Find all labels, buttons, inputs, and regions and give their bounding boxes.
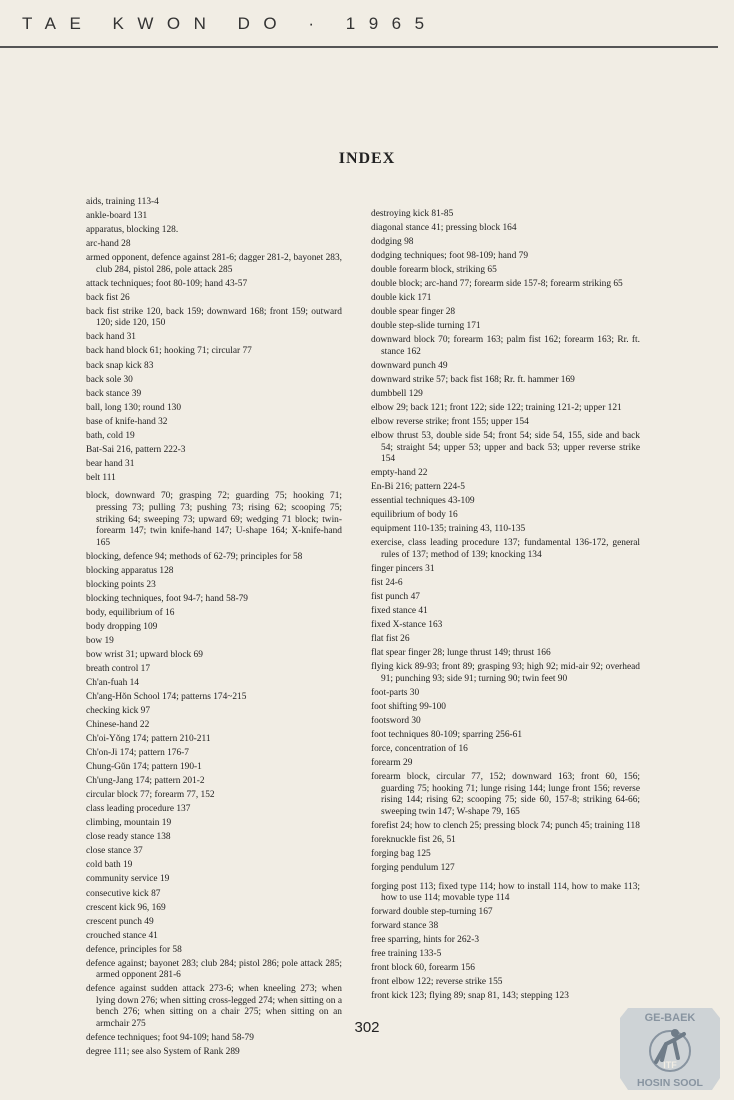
index-entry: back fist 26 [86,292,130,303]
index-entry: forging pendulum 127 [371,863,455,873]
index-entry: community service 19 [86,874,170,885]
index-entry: defence against; bayonet 283; club 284; pistol 286; pole attack 285; armed opponent 281-6 [86,958,342,981]
index-entry: defence, principles for 58 [86,944,182,955]
index-entry: essential techniques 43-109 [371,496,475,507]
index-entry: close stance 37 [86,846,143,857]
index-entry: Ch'oi-Yŏng 174; pattern 210-211 [86,734,211,745]
index-entry: ankle-board 131 [86,211,148,222]
index-entry: circular block 77; forearm 77, 152 [86,790,215,801]
index-entry: close ready stance 138 [86,832,171,843]
index-entry: blocking, defence 94; methods of 62-79; principles for 58 [86,551,303,562]
page-title: INDEX [338,150,396,167]
index-entry: foot-parts 30 [371,687,420,698]
index-entry: downward strike 57; back fist 168; Rr. ft. hammer 169 [371,374,575,385]
index-entry: back stance 39 [86,388,142,399]
index-entry: flat fist 26 [371,634,410,645]
index-entry: defence against sudden attack 273-6; when kneeling 273; when lying down 276; when sitting cross-legged 274; when sitting on a bench 276; when sitting on a chair 275; when sitting on an armchair 275 [86,984,342,1030]
index-entry: front elbow 122; reverse strike 155 [371,977,503,988]
index-entry: Bat-Sai 216, pattern 222-3 [86,444,186,455]
index-entry: downward punch 49 [371,360,448,371]
index-entry: crescent punch 49 [86,916,154,927]
index-entry: defence techniques; foot 94-109; hand 58-79 [86,1033,254,1044]
index-entry: Ch'an-fuah 14 [86,678,139,689]
index-entry: ball, long 130; round 130 [86,402,182,413]
index-entry: forearm block, circular 77, 152; downward 163; front 60, 156; guarding 75; hooking 71; lunge rising 144; lunge front 156; reverse rising 144; rising 62; scooping 75; side 60, 157-8; striking 64-66; sweeping twin 147; W-shape 79, 165 [371,772,640,817]
index-entry: blocking points 23 [86,579,156,590]
logo-bottom-text: HOSIN SOOL [637,1077,703,1089]
index-entry: foot shifting 99-100 [371,701,446,712]
index-entry: back fist strike 120, back 159; downward 168; front 159; outward 120; side 120, 150 [86,306,342,329]
index-entry: flat spear finger 28; lunge thrust 149; thrust 166 [371,648,551,659]
index-entry: bow 19 [86,635,114,646]
index-entry: front kick 123; flying 89; snap 81, 143; stepping 123 [371,991,569,1002]
index-entry: elbow 29; back 121; front 122; side 122; training 121-2; upper 121 [371,403,622,413]
index-entry: double step-slide turning 171 [371,321,481,332]
index-entry: destroying kick 81-85 [371,209,454,219]
index-entry: base of knife-hand 32 [86,416,168,427]
index-entry: double block; arc-hand 77; forearm side 157-8; forearm striking 65 [371,279,623,290]
index-entry: fist 24-6 [371,578,403,589]
index-entry: bear hand 31 [86,458,135,469]
ge-baek-hosin-sool-logo [614,1000,726,1096]
index-entry: dodging 98 [371,237,414,248]
index-entry: bath, cold 19 [86,430,135,441]
index-entry: armed opponent, defence against 281-6; dagger 281-2, bayonet 283, club 284, pistol 286, pole attack 285 [86,253,342,275]
page-number: 302 [354,1019,380,1036]
index-entry: fixed stance 41 [371,606,428,617]
index-entry: En-Bi 216; pattern 224-5 [371,482,465,493]
index-entry: degree 111; see also System of Rank 289 [86,1047,240,1058]
index-entry: foreknuckle fist 26, 51 [371,834,456,845]
index-entry: forging post 113; fixed type 114; how to install 114, how to make 113; how to use 114; movable type 114 [371,881,640,904]
index-entry: diagonal stance 41; pressing block 164 [371,223,517,234]
index-entry: block, downward 70; grasping 72; guarding 75; hooking 71; pressing 73; pulling 73; pushing 73; rising 62; scooping 75; striking 64; sweeping 73; upward 69; wedging 71 block; twin-forearm 147; twin knife-hand 147; U-shape 164; X-knife-hand 165 [86,491,342,548]
index-entry: bow wrist 31; upward block 69 [86,649,203,660]
index-entry: finger pincers 31 [371,564,435,575]
index-entry: breath control 17 [86,664,151,674]
index-entry: double kick 171 [371,293,432,304]
index-entry: equilibrium of body 16 [371,510,458,521]
index-entry: empty-hand 22 [371,468,428,479]
index-entry: class leading procedure 137 [86,804,191,815]
index-entry: Chung-Gŭn 174; pattern 190-1 [86,762,202,773]
index-entry: exercise, class leading procedure 137; fundamental 136-172, general rules of 137; method of 139; knocking 134 [371,538,640,561]
index-entry: forearm 29 [371,758,413,769]
index-entry: back snap kick 83 [86,360,154,371]
index-column-right [371,209,640,1005]
index-entry: crouched stance 41 [86,930,158,941]
index-column-left [86,197,342,1061]
index-entry: belt 111 [86,472,116,483]
index-entry: flying kick 89-93; front 89; grasping 93; high 92; mid-air 92; overhead 91; punching 93; side 91; turning 90; twin feet 90 [371,662,640,684]
index-entry: cold bath 19 [86,860,133,871]
index-entry: body dropping 109 [86,621,158,632]
index-entry: arc-hand 28 [86,239,131,250]
index-entry: apparatus, blocking 128. [86,225,179,236]
index-entry: fixed X-stance 163 [371,620,443,631]
index-entry: back hand 31 [86,332,136,343]
logo-emblem-text: ITF [663,1060,677,1070]
running-header: TAE KWON DO · 1965 [22,14,438,33]
index-entry: double spear finger 28 [371,307,456,318]
index-entry: front block 60, forearm 156 [371,963,475,974]
index-entry: back sole 30 [86,374,133,385]
index-entry: free training 133-5 [371,949,442,960]
index-entry: free sparring, hints for 262-3 [371,935,480,946]
index-entry: forging bag 125 [371,848,431,859]
index-entry: downward block 70; forearm 163; palm fist 162; forearm 163; Rr. ft. stance 162 [371,335,640,357]
index-entry: Chinese-hand 22 [86,720,150,731]
index-entry: footsword 30 [371,715,421,726]
index-entry: back hand block 61; hooking 71; circular 77 [86,346,252,357]
index-entry: elbow reverse strike; front 155; upper 154 [371,417,529,428]
index-entry: equipment 110-135; training 43, 110-135 [371,524,526,535]
index-entry: force, concentration of 16 [371,744,468,755]
index-entry: blocking techniques, foot 94-7; hand 58-79 [86,593,248,604]
index-entry: consecutive kick 87 [86,888,161,899]
index-entry: Ch'ung-Jang 174; pattern 201-2 [86,776,205,787]
index-entry: aids, training 113-4 [86,197,159,207]
index-entry: climbing, mountain 19 [86,818,172,829]
index-entry: dumbbell 129 [371,388,423,399]
index-entry: forward double step-turning 167 [371,907,493,918]
index-entry: forefist 24; how to clench 25; pressing block 74; punch 45; training 118 [371,820,640,831]
index-entry: Ch'on-Ji 174; pattern 176-7 [86,748,189,759]
index-entry: checking kick 97 [86,706,151,717]
index-entry: body, equilibrium of 16 [86,607,175,618]
index-entry: double forearm block, striking 65 [371,265,497,276]
index-entry: Ch'ang-Hŏn School 174; patterns 174~215 [86,692,247,703]
index-entry: crescent kick 96, 169 [86,902,166,913]
index-entry: elbow thrust 53, double side 54; front 54; side 54, 155, side and back 54; straight 54; upper 53; upper and back 53; upper reverse strike 154 [371,431,640,465]
header-rule [0,46,718,48]
index-entry: attack techniques; foot 80-109; hand 43-57 [86,278,248,289]
index-entry: forward stance 38 [371,921,439,932]
index-entry: foot techniques 80-109; sparring 256-61 [371,730,523,740]
index-entry: dodging techniques; foot 98-109; hand 79 [371,251,529,262]
index-entry: fist punch 47 [371,592,420,603]
logo-top-text: GE-BAEK [644,1012,696,1024]
index-entry: blocking apparatus 128 [86,565,174,576]
